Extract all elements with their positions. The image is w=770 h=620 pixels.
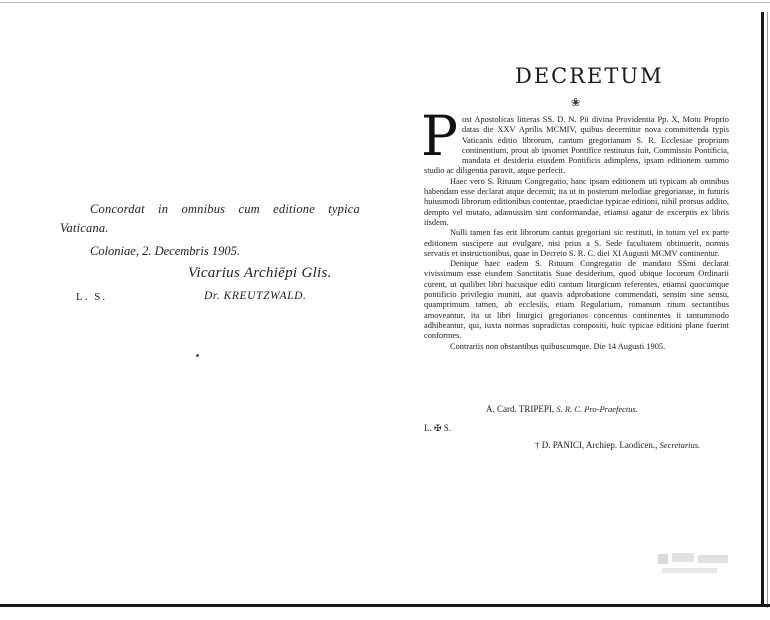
signature1-title: S. R. C. Pro-Praefectus. (556, 404, 638, 414)
decree-body (421, 104, 729, 352)
stamp-mark (656, 550, 746, 580)
signer-name-left: Dr. KREUTZWALD. (204, 290, 307, 302)
decree-paragraph-3: Nulli tamen fas erit librorum cantus gregoriani sic restituti, in totum vel ex parte editionem suscipere aut evulgare, nisi prius a S. Sede facultatem obtinuerit, normis servatis et instructionibus, quae in Decreto S. R. C. diei XI Augusti MCMV continentur. (424, 228, 729, 258)
decree-paragraph-5: Contrariis non obstantibus quibuscumque. Die 14 Augusti 1905. (450, 341, 666, 351)
page-edge-bottom (0, 604, 770, 607)
library-stamp-smudge (656, 550, 746, 580)
vicarius-signature: Vicarius Archiēpi Glis. (188, 265, 332, 281)
speck (196, 354, 199, 357)
signature-tripepi (486, 404, 638, 414)
top-border-line (0, 2, 770, 3)
concordat-text: Concordat in omnibus cum editione typica Vaticana. (60, 202, 360, 235)
signature1-name: A. Card. TRIPEPI, (486, 404, 555, 414)
left-page-approbation (60, 200, 360, 303)
place-date: Coloniae, 2. Decembris 1905. (90, 244, 240, 258)
signature-panici (535, 440, 700, 450)
page-edge-right-thin (767, 12, 768, 608)
locus-sigilli-left: L. S. (76, 291, 108, 303)
signature2-title: Secretarius. (659, 440, 701, 450)
drop-cap: P (421, 104, 459, 168)
decree-paragraph-2: Haec vero S. Rituum Congregatio, hanc ipsam editionem uti typicam ab omnibus habendam esse declarat atque decernit; ita ut in posterum melodiae gregorianae, in futuris huiusmodi librorum editionibus contentae, praedictae typicae editioni, nihil prorsus addito, dempto vel mutato, adamussim sint conformandae, etiamsi agatur de excerptis ex libris iisdem. (424, 176, 729, 227)
decretum-title: DECRETUM (515, 64, 664, 88)
decree-paragraph-1: ost Apostolicas litteras SS. D. N. Pii divina Providentia Pp. X, Motu Proprio datas die XXV Aprilis MCMIV, quibus decernitur nova committenda typis Vaticanis editio librorum, cantum gregorianum S. R. Ecclesiae proprium continentium, prout ab ipsomet Pontifice restitutus fuit, Commissio Pontificia, mandata et desideria eiusdem Pontificis adimplens, ipsam editionem summo studio ac diligentia paravit, atque perfecit. (424, 115, 729, 176)
decree-paragraph-4: Denique haec eadem S. Rituum Congregatio de mandato SSmi declarat vivissimum esse eiusdem Sanctitatis Suae desiderium, quod ubique locorum Ordinarii curent, ut quilibet libri hucusque editi cantum liturgicum referentes, etiamsi quocumque pontificio privilegio muniti, aut quavis adprobatione commendati, sensim sine sensu, quamprimum tamen, ab ecclesiis, etiam Regularium, romanum ritum sectantibus amoveantur, ita ut libri liturgici gregorianos concentus continentes ii tantummodo adhibeantur, qui, iuxta normas supradictas compositi, huic typicae editioni plane fuerint conformes. (424, 259, 729, 341)
signature2-name: † D. PANICI, Archiep. Laodicen., (535, 440, 658, 450)
locus-sigilli-right: L. ✠ S. (424, 423, 452, 433)
flower-ornament-icon: ❀ (571, 97, 581, 109)
page-edge-right (761, 12, 764, 604)
